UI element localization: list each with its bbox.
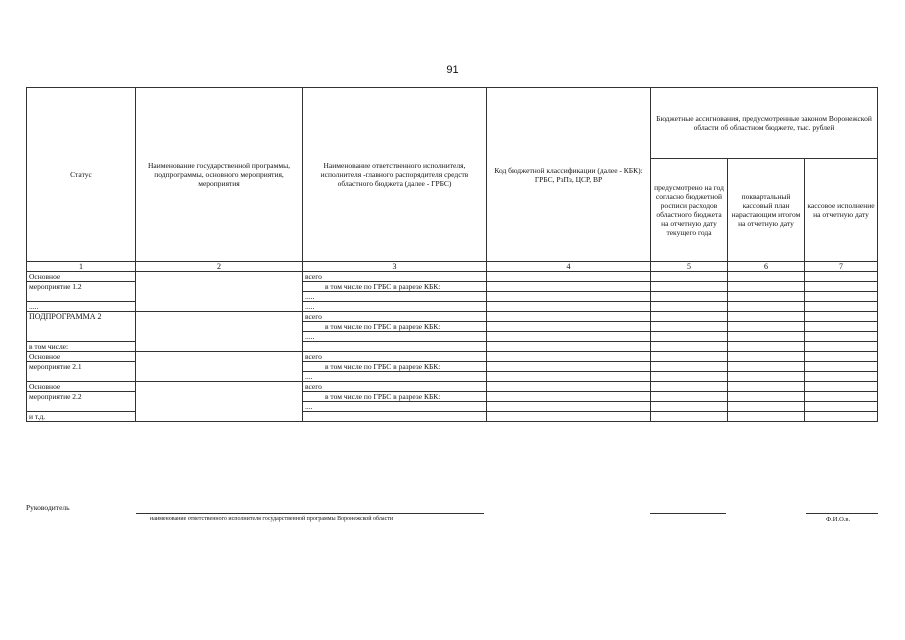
header-planned: предусмотрено на год согласно бюджетной росписи расходов областного бюджета на отчетную дату текущего года [651,159,728,262]
row-status-label: мероприятие 2.1 [27,362,136,382]
signature-head-label: Руководитель [26,503,70,512]
signature-executor-caption: наименование ответственного исполнителя государственной программы Воронежской области [150,516,394,522]
table-cell [136,312,303,352]
row-total-label: всего [303,312,487,322]
row-status-label: ПОДПРОГРАММА 2 [27,312,136,342]
column-number: 5 [651,262,728,272]
signature-fio-caption: Ф.И.О.в. [826,516,851,523]
row-incl-grbs-label: в том числе по ГРБС в разрезе КБК: [303,322,487,332]
row-status-label: и т.д. [27,412,136,422]
column-number: 2 [136,262,303,272]
header-cash: кассовое исполнение на отчетную дату [805,159,878,262]
column-number: 4 [487,262,651,272]
row-status-label: в том числе: [27,342,136,352]
table-row [27,382,878,392]
row-dots-label: .... [303,372,487,382]
table-cell [136,352,303,382]
table-cell [136,272,303,312]
page-number: 91 [446,64,459,76]
header-budget-group: Бюджетные ассигнования, предусмотренные законом Воронежской области об областном бюджете, тыс. рублей [651,88,878,159]
column-number: 1 [27,262,136,272]
signature-fio-line [806,513,878,514]
row-total-label: всего [303,352,487,362]
row-status-label: Основное [27,352,136,362]
header-program-name: Наименование государственной программы, подпрограммы, основного мероприятия, мероприятия [136,88,303,262]
row-incl-grbs-label: в том числе по ГРБС в разрезе КБК: [303,282,487,292]
row-status-label: ..... [27,302,136,312]
row-dots-label: ..... [303,292,487,302]
table-row [27,272,878,282]
budget-execution-table [26,87,878,422]
row-total-label: всего [303,382,487,392]
row-incl-grbs-label: в том числе по ГРБС в разрезе КБК: [303,392,487,402]
column-number: 7 [805,262,878,272]
row-dots-label: ..... [303,302,487,312]
signature-executor-line [136,513,484,514]
column-number-row [27,262,878,272]
table-row [27,352,878,362]
row-dots-label: ..... [303,332,487,342]
header-kbk: Код бюджетной классификации (далее - КБК): ГРБС, РзПз, ЦСР, ВР [487,88,651,262]
row-incl-grbs-label: в том числе по ГРБС в разрезе КБК: [303,362,487,372]
row-dots-label: .... [303,402,487,412]
row-status-label: Основное [27,272,136,282]
column-number: 3 [303,262,487,272]
row-status-label: мероприятие 2.2 [27,392,136,412]
column-number: 6 [728,262,805,272]
signature-line [650,513,726,514]
header-quarterly: поквартальный кассовый план нарастающим итогом на отчетную дату [728,159,805,262]
table-cell [136,382,303,422]
table-row [27,312,878,322]
header-executor: Наименование ответственного исполнителя, исполнителя -главного распорядителя средств областного бюджета (далее - ГРБС) [303,88,487,262]
row-total-label: всего [303,272,487,282]
row-status-label: мероприятие 1.2 [27,282,136,302]
header-status: Статус [27,88,136,262]
row-status-label: Основное [27,382,136,392]
